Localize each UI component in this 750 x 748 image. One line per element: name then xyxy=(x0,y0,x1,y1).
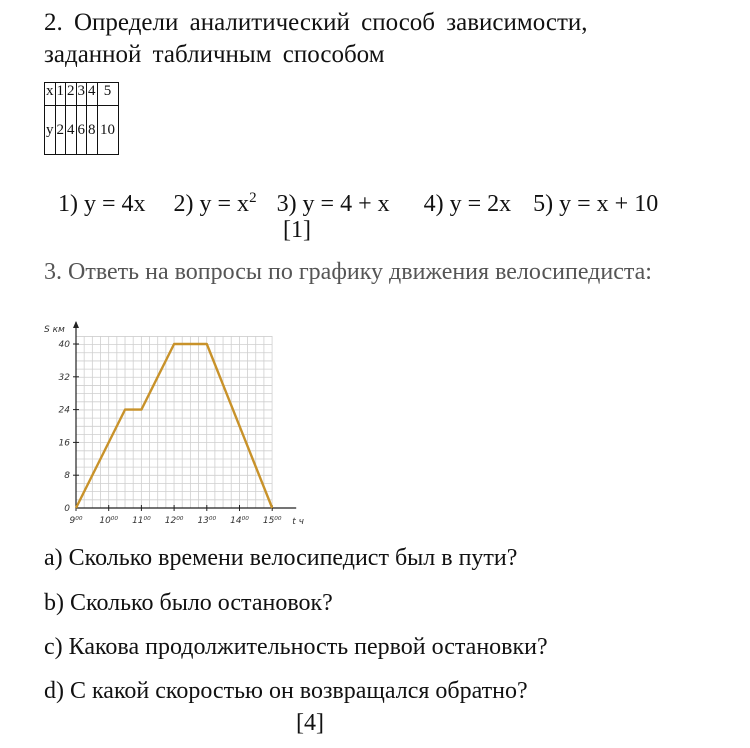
question-d: d) С какой скоростью он возвращался обратно? xyxy=(44,678,528,704)
option-5: 5) y = x + 10 xyxy=(533,191,659,217)
question-a: a) Сколько времени велосипедист был в пути? xyxy=(44,545,518,571)
x-axis-label: t ч xyxy=(292,517,304,527)
y-axis-label: S км xyxy=(44,325,65,335)
y-tick-label: 32 xyxy=(58,372,70,383)
x-tick-label: 9⁰⁰ xyxy=(69,516,83,526)
table-cell: 2 xyxy=(66,83,77,106)
table-cell: 8 xyxy=(87,106,98,155)
y-tick-label: 0 xyxy=(64,504,70,514)
table-cell: 3 xyxy=(76,83,87,106)
table-cell: 5 xyxy=(97,83,118,106)
x-tick-label: 12⁰⁰ xyxy=(164,516,184,526)
y-tick-label: 8 xyxy=(64,471,70,482)
table-header-y: y xyxy=(45,106,56,155)
question-b: b) Сколько было остановок? xyxy=(44,590,333,616)
y-tick-label: 16 xyxy=(58,438,70,449)
task3-marks: [4] xyxy=(296,710,324,736)
task3-title: 3. Ответь на вопросы по графику движения велосипедиста: xyxy=(44,259,652,285)
option-4: 4) y = 2x xyxy=(423,191,512,217)
x-tick-label: 14⁰⁰ xyxy=(230,516,249,526)
option-1: 1) y = 4x xyxy=(58,191,146,217)
table-cell: 10 xyxy=(97,106,118,155)
option-2-exponent: 2 xyxy=(249,190,257,206)
table-row-x xyxy=(45,83,119,106)
table-cell: 6 xyxy=(76,106,87,155)
chart-axes xyxy=(73,321,296,508)
cyclist-motion-chart xyxy=(40,318,325,536)
y-tick-label: 40 xyxy=(58,340,70,350)
option-2: 2) y = x xyxy=(173,191,250,217)
task2-title: 2. Определи аналитический способ зависимости, xyxy=(44,9,588,36)
x-tick-label: 10⁰⁰ xyxy=(99,516,119,526)
chart-grid xyxy=(76,336,272,508)
answer-options xyxy=(58,183,658,219)
table-cell: 4 xyxy=(66,106,77,155)
table-header-x: x xyxy=(45,83,56,106)
question-c: c) Какова продолжительность первой остановки? xyxy=(44,634,548,660)
x-tick-label: 15⁰⁰ xyxy=(262,516,282,526)
y-tick-label: 24 xyxy=(58,405,70,416)
x-tick-label: 11⁰⁰ xyxy=(132,516,151,526)
x-tick-label: 13⁰⁰ xyxy=(197,516,217,526)
table-cell: 2 xyxy=(55,106,66,155)
task2-subtitle: заданной табличным способом xyxy=(44,41,385,68)
task2-marks: [1] xyxy=(283,217,311,243)
y-axis-arrow xyxy=(73,321,79,328)
option-3: 3) y = 4 + x xyxy=(276,191,390,217)
table-row-y xyxy=(45,106,119,155)
function-table xyxy=(44,82,119,155)
table-cell: 4 xyxy=(87,83,98,106)
table-cell: 1 xyxy=(55,83,66,106)
